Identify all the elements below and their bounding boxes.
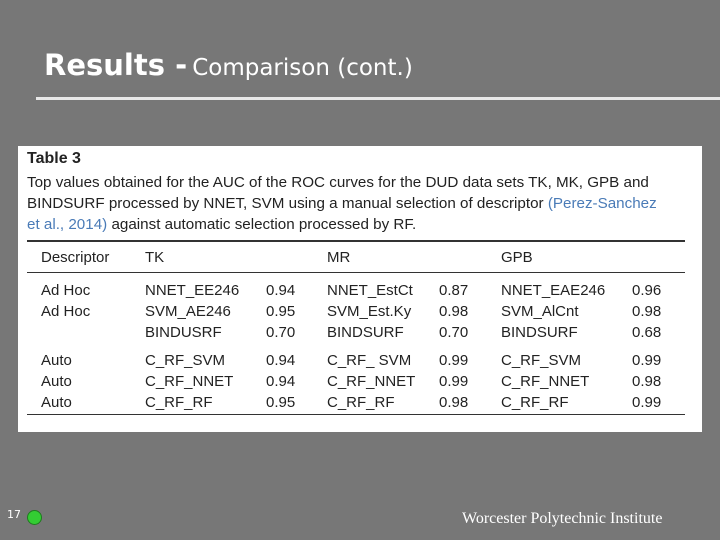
table-cell: SVM_AlCnt xyxy=(501,303,579,320)
table-cell: 0.99 xyxy=(439,373,469,390)
table-cell: Auto xyxy=(41,394,72,411)
table-cell: C_RF_SVM xyxy=(145,352,226,369)
table-cell: 0.98 xyxy=(439,303,469,320)
table-cell: Ad Hoc xyxy=(41,282,91,299)
green-dot-icon xyxy=(27,510,42,525)
table-cell: C_RF_RF xyxy=(145,394,213,411)
table-cell: C_RF_ SVM xyxy=(327,352,412,369)
table-cell: 0.96 xyxy=(632,282,662,299)
table-cell: SVM_AE246 xyxy=(145,303,231,320)
table-cell: BINDSURF xyxy=(501,324,578,341)
table-cell: 0.87 xyxy=(439,282,469,299)
table-image-panel xyxy=(18,146,702,432)
table-cell: SVM_Est.Ky xyxy=(327,303,412,320)
table-cell: 0.98 xyxy=(632,373,662,390)
caption-line-1: Top values obtained for the AUC of the ROC curves for the DUD data sets TK, MK, GPB and xyxy=(27,174,649,191)
citation-link[interactable]: (Perez-Sanchez xyxy=(547,195,657,212)
table-cell: C_RF_NNET xyxy=(327,373,416,390)
table-cell: 0.98 xyxy=(439,394,469,411)
table-cell: C_RF_NNET xyxy=(145,373,234,390)
table-cell: 0.98 xyxy=(632,303,662,320)
table-cell: 0.70 xyxy=(439,324,469,341)
table-cell: 0.68 xyxy=(632,324,662,341)
table-bottom-rule xyxy=(27,414,685,415)
table-cell: Ad Hoc xyxy=(41,303,91,320)
caption-line-3: against automatic selection processed by RF. xyxy=(107,216,417,233)
slide-title-main: Results - xyxy=(44,48,188,82)
slide-title-sub: Comparison (cont.) xyxy=(192,55,413,81)
caption-line-2: BINDSURF processed by NNET, SVM using a manual selection of descriptor xyxy=(27,195,548,212)
table-cell: Auto xyxy=(41,373,72,390)
table-cell: 0.94 xyxy=(266,352,296,369)
header-gpb: GPB xyxy=(501,249,533,266)
table-cell: Auto xyxy=(41,352,72,369)
table-cell: 0.95 xyxy=(266,394,296,411)
page-number: 17 xyxy=(7,508,21,521)
table-cell: 0.70 xyxy=(266,324,296,341)
table-cell: C_RF_NNET xyxy=(501,373,590,390)
table-cell: BINDSURF xyxy=(327,324,404,341)
table-cell: NNET_EE246 xyxy=(145,282,240,299)
table-cell: 0.99 xyxy=(632,352,662,369)
table-cell: 0.94 xyxy=(266,282,296,299)
table-header-rule xyxy=(27,272,685,273)
table-cell: C_RF_SVM xyxy=(501,352,582,369)
table-cell: C_RF_RF xyxy=(501,394,569,411)
table-cell: 0.94 xyxy=(266,373,296,390)
table-top-rule xyxy=(27,240,685,242)
slide-title xyxy=(44,48,413,82)
footer-institution: Worcester Polytechnic Institute xyxy=(462,510,663,527)
header-mr: MR xyxy=(327,249,351,266)
title-underline xyxy=(36,97,720,100)
table-cell: NNET_EAE246 xyxy=(501,282,606,299)
table-cell: BINDUSRF xyxy=(145,324,222,341)
citation-link-cont[interactable]: et al., 2014) xyxy=(27,216,108,233)
header-tk: TK xyxy=(145,249,165,266)
table-cell: 0.95 xyxy=(266,303,296,320)
table-cell: 0.99 xyxy=(632,394,662,411)
table-cell: NNET_EstCt xyxy=(327,282,413,299)
header-descriptor: Descriptor xyxy=(41,249,110,266)
table-cell: C_RF_RF xyxy=(327,394,395,411)
table-caption xyxy=(27,172,695,235)
table-cell: 0.99 xyxy=(439,352,469,369)
table-label: Table 3 xyxy=(27,150,81,167)
